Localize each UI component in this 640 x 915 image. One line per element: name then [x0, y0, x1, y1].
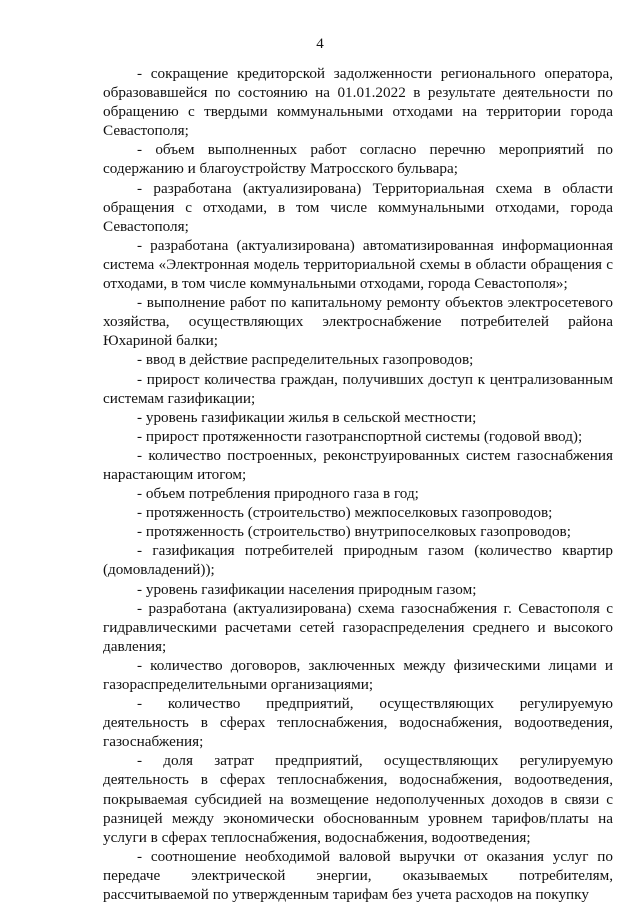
list-item: - количество предприятий, осуществляющих регулируемую деятельность в сферах теплоснабжения, водоснабжения, водоотведения, газоснабжения;	[103, 695, 613, 751]
list-item: - разработана (актуализирована) автоматизированная информационная система «Электронная модель территориальной схемы в области обращения с отходами, в том числе коммунальными отходами, города Севастополя»;	[103, 236, 613, 293]
list-item: - количество построенных, реконструированных систем газоснабжения нарастающим итогом;	[103, 446, 613, 483]
list-item: - уровень газификации населения природным газом;	[137, 580, 477, 598]
list-item: - уровень газификации жилья в сельской местности;	[137, 408, 477, 426]
list-item: - соотношение необходимой валовой выручки от оказания услуг по передаче электрической энергии, оказываемых потребителям, рассчитываемой по утвержденным тарифам без учета расходов на покупку	[103, 847, 613, 904]
document-body	[103, 64, 613, 904]
list-item: - ввод в действие распределительных газопроводов;	[137, 351, 474, 369]
list-item: - объем выполненных работ согласно перечню мероприятий по содержанию и благоустройству Матросского бульвара;	[103, 141, 613, 178]
list-item: - газификация потребителей природным газом (количество квартир (домовладений));	[103, 542, 613, 579]
page-number: 4	[316, 36, 324, 52]
list-item: - сокращение кредиторской задолженности регионального оператора, образовавшейся по состоянию на 01.01.2022 в результате деятельности по обращению с твердыми коммунальными отходами на территории города Севастополя;	[103, 65, 613, 140]
list-item: - объем потребления природного газа в год;	[137, 485, 419, 503]
list-item: - разработана (актуализирована) схема газоснабжения г. Севастополя с гидравлическими расчетами сетей газораспределения среднего и высокого давления;	[103, 599, 613, 655]
list-item: - разработана (актуализирована) Территориальная схема в области обращения с отходами, в том числе коммунальными отходами, города Севастополя;	[103, 179, 613, 235]
list-item: - прирост количества граждан, получивших доступ к централизованным системам газификации;	[103, 370, 613, 407]
list-item: - протяженность (строительство) межпоселковых газопроводов;	[137, 504, 553, 522]
list-item: - прирост протяженности газотранспортной системы (годовой ввод);	[137, 427, 583, 445]
list-item: - количество договоров, заключенных между физическими лицами и газораспределительными организациями;	[103, 656, 613, 693]
list-item: - протяженность (строительство) внутрипоселковых газопроводов;	[137, 523, 571, 541]
list-item: - доля затрат предприятий, осуществляющих регулируемую деятельность в сферах теплоснабжения, водоснабжения, водоотведения, покрываемая субсидией на возмещение недополученных доходов в связи с разницей между экономически обоснованным уровнем тарифов/платы на услуги в сферах теплоснабжения, водоснабжения, водоотведения;	[103, 752, 613, 846]
list-item: - выполнение работ по капитальному ремонту объектов электросетевого хозяйства, осуществляющих электроснабжение потребителей района Юхариной балки;	[103, 294, 613, 350]
